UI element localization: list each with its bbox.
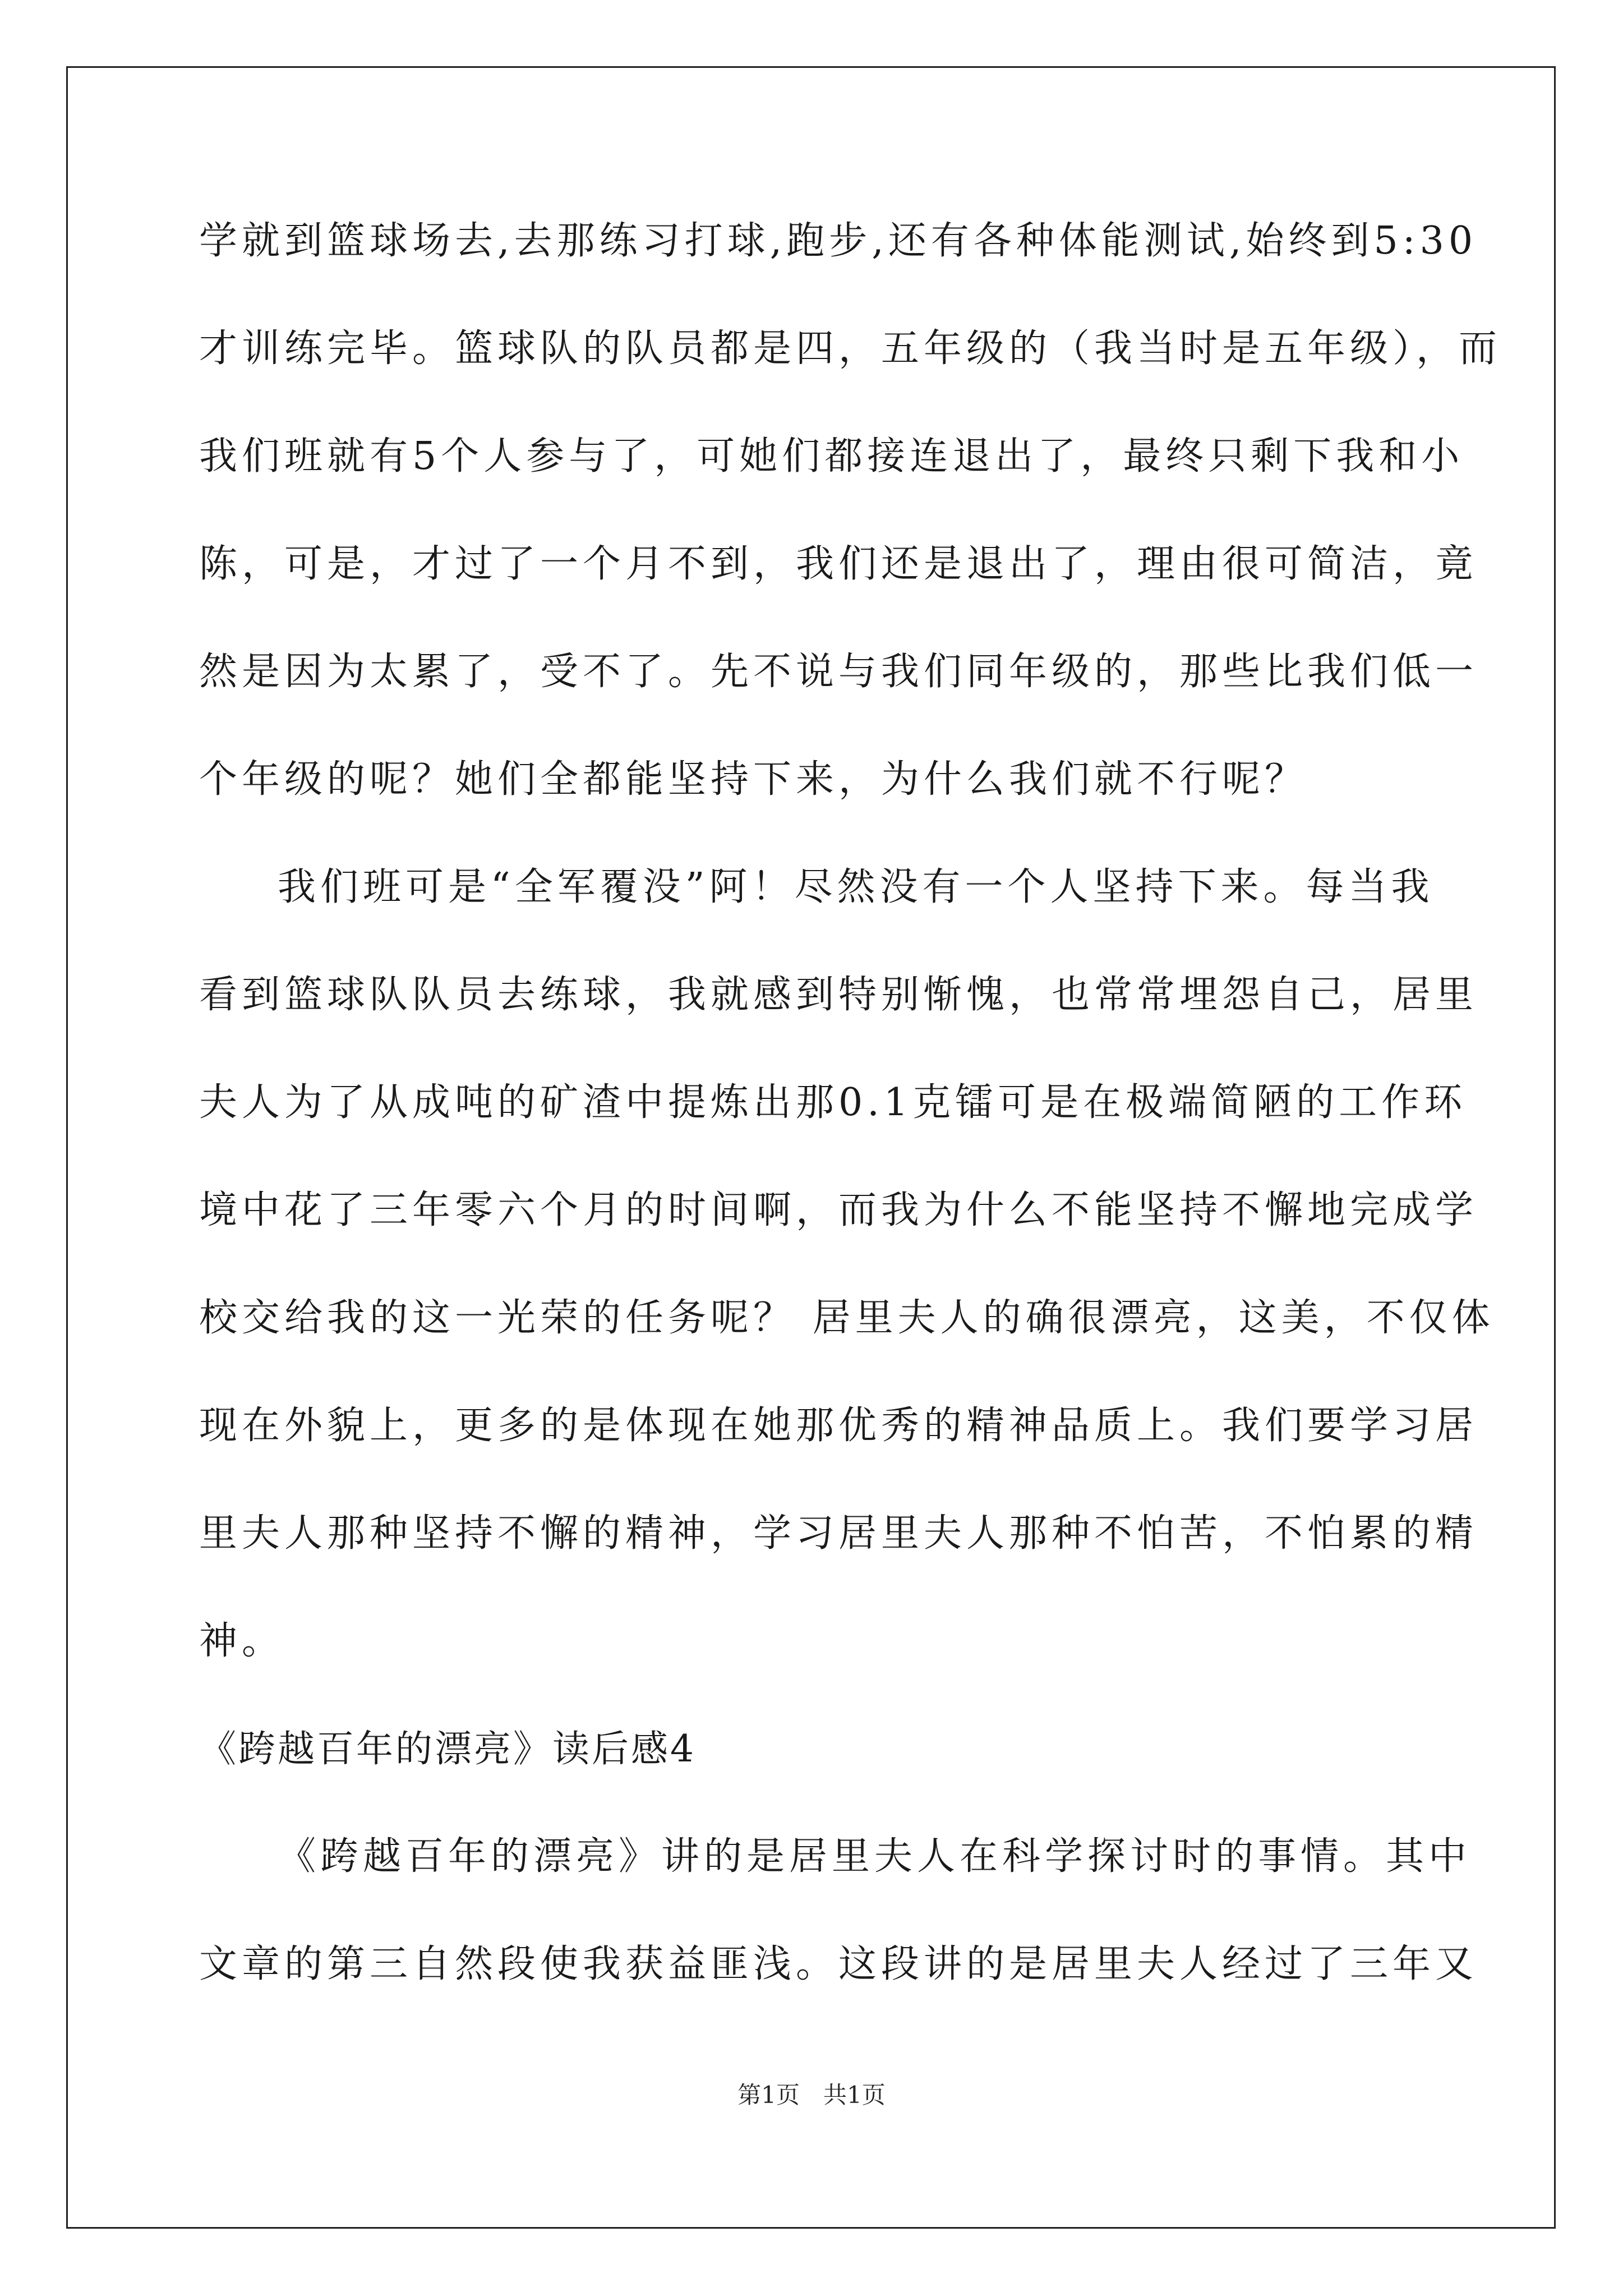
text-line: 境中花了三年零六个月的时间啊，而我为什么不能坚持不懈地完成学 xyxy=(199,1188,1478,1232)
paragraph-3 xyxy=(199,1823,1478,2039)
document-body xyxy=(199,208,1502,2039)
page-number-footer: 第1页 共1页 xyxy=(737,2081,886,2109)
text-line: 夫人为了从成吨的矿渣中提炼出那0.1克镭可是在极端简陋的工作环 xyxy=(199,1080,1467,1125)
text-line: 神。 xyxy=(199,1619,285,1663)
text-line: 校交给我的这一光荣的任务呢？ 居里夫人的确很漂亮，这美，不仅体 xyxy=(199,1296,1495,1340)
text-line: 我们班就有5个人参与了，可她们都接连退出了，最终只剩下我和小 xyxy=(199,434,1464,478)
text-line: 陈，可是，才过了一个月不到，我们还是退出了，理由很可简洁，竟 xyxy=(199,542,1478,586)
text-line: 里夫人那种坚持不懈的精神，学习居里夫人那种不怕苦，不怕累的精 xyxy=(199,1511,1478,1556)
section-heading: 《跨越百年的漂亮》读后感4 xyxy=(199,1727,696,1770)
text-line: 现在外貌上，更多的是体现在她那优秀的精神品质上。我们要学习居 xyxy=(199,1404,1478,1448)
text-line: 《跨越百年的漂亮》讲的是居里夫人在科学探讨时的事情。其中 xyxy=(278,1834,1472,1879)
paragraph-2 xyxy=(199,854,1495,1715)
text-line: 个年级的呢？她们全都能坚持下来，为什么我们就不行呢？ xyxy=(199,757,1308,802)
paragraph-1 xyxy=(199,208,1502,854)
text-line: 才训练完毕。篮球队的队员都是四，五年级的（我当时是五年级），而 xyxy=(199,326,1502,371)
text-line: 学就到篮球场去,去那练习打球,跑步,还有各种体能测试,始终到5:30 xyxy=(199,219,1478,263)
text-line: 然是因为太累了，受不了。先不说与我们同年级的，那些比我们低一 xyxy=(199,650,1478,694)
text-line: 我们班可是“全军覆没”阿！尽然没有一个人坚持下来。每当我 xyxy=(278,865,1434,909)
text-line: 看到篮球队队员去练球，我就感到特别惭愧，也常常埋怨自己，居里 xyxy=(199,973,1478,1017)
text-line: 文章的第三自然段使我获益匪浅。这段讲的是居里夫人经过了三年又 xyxy=(199,1942,1478,1986)
